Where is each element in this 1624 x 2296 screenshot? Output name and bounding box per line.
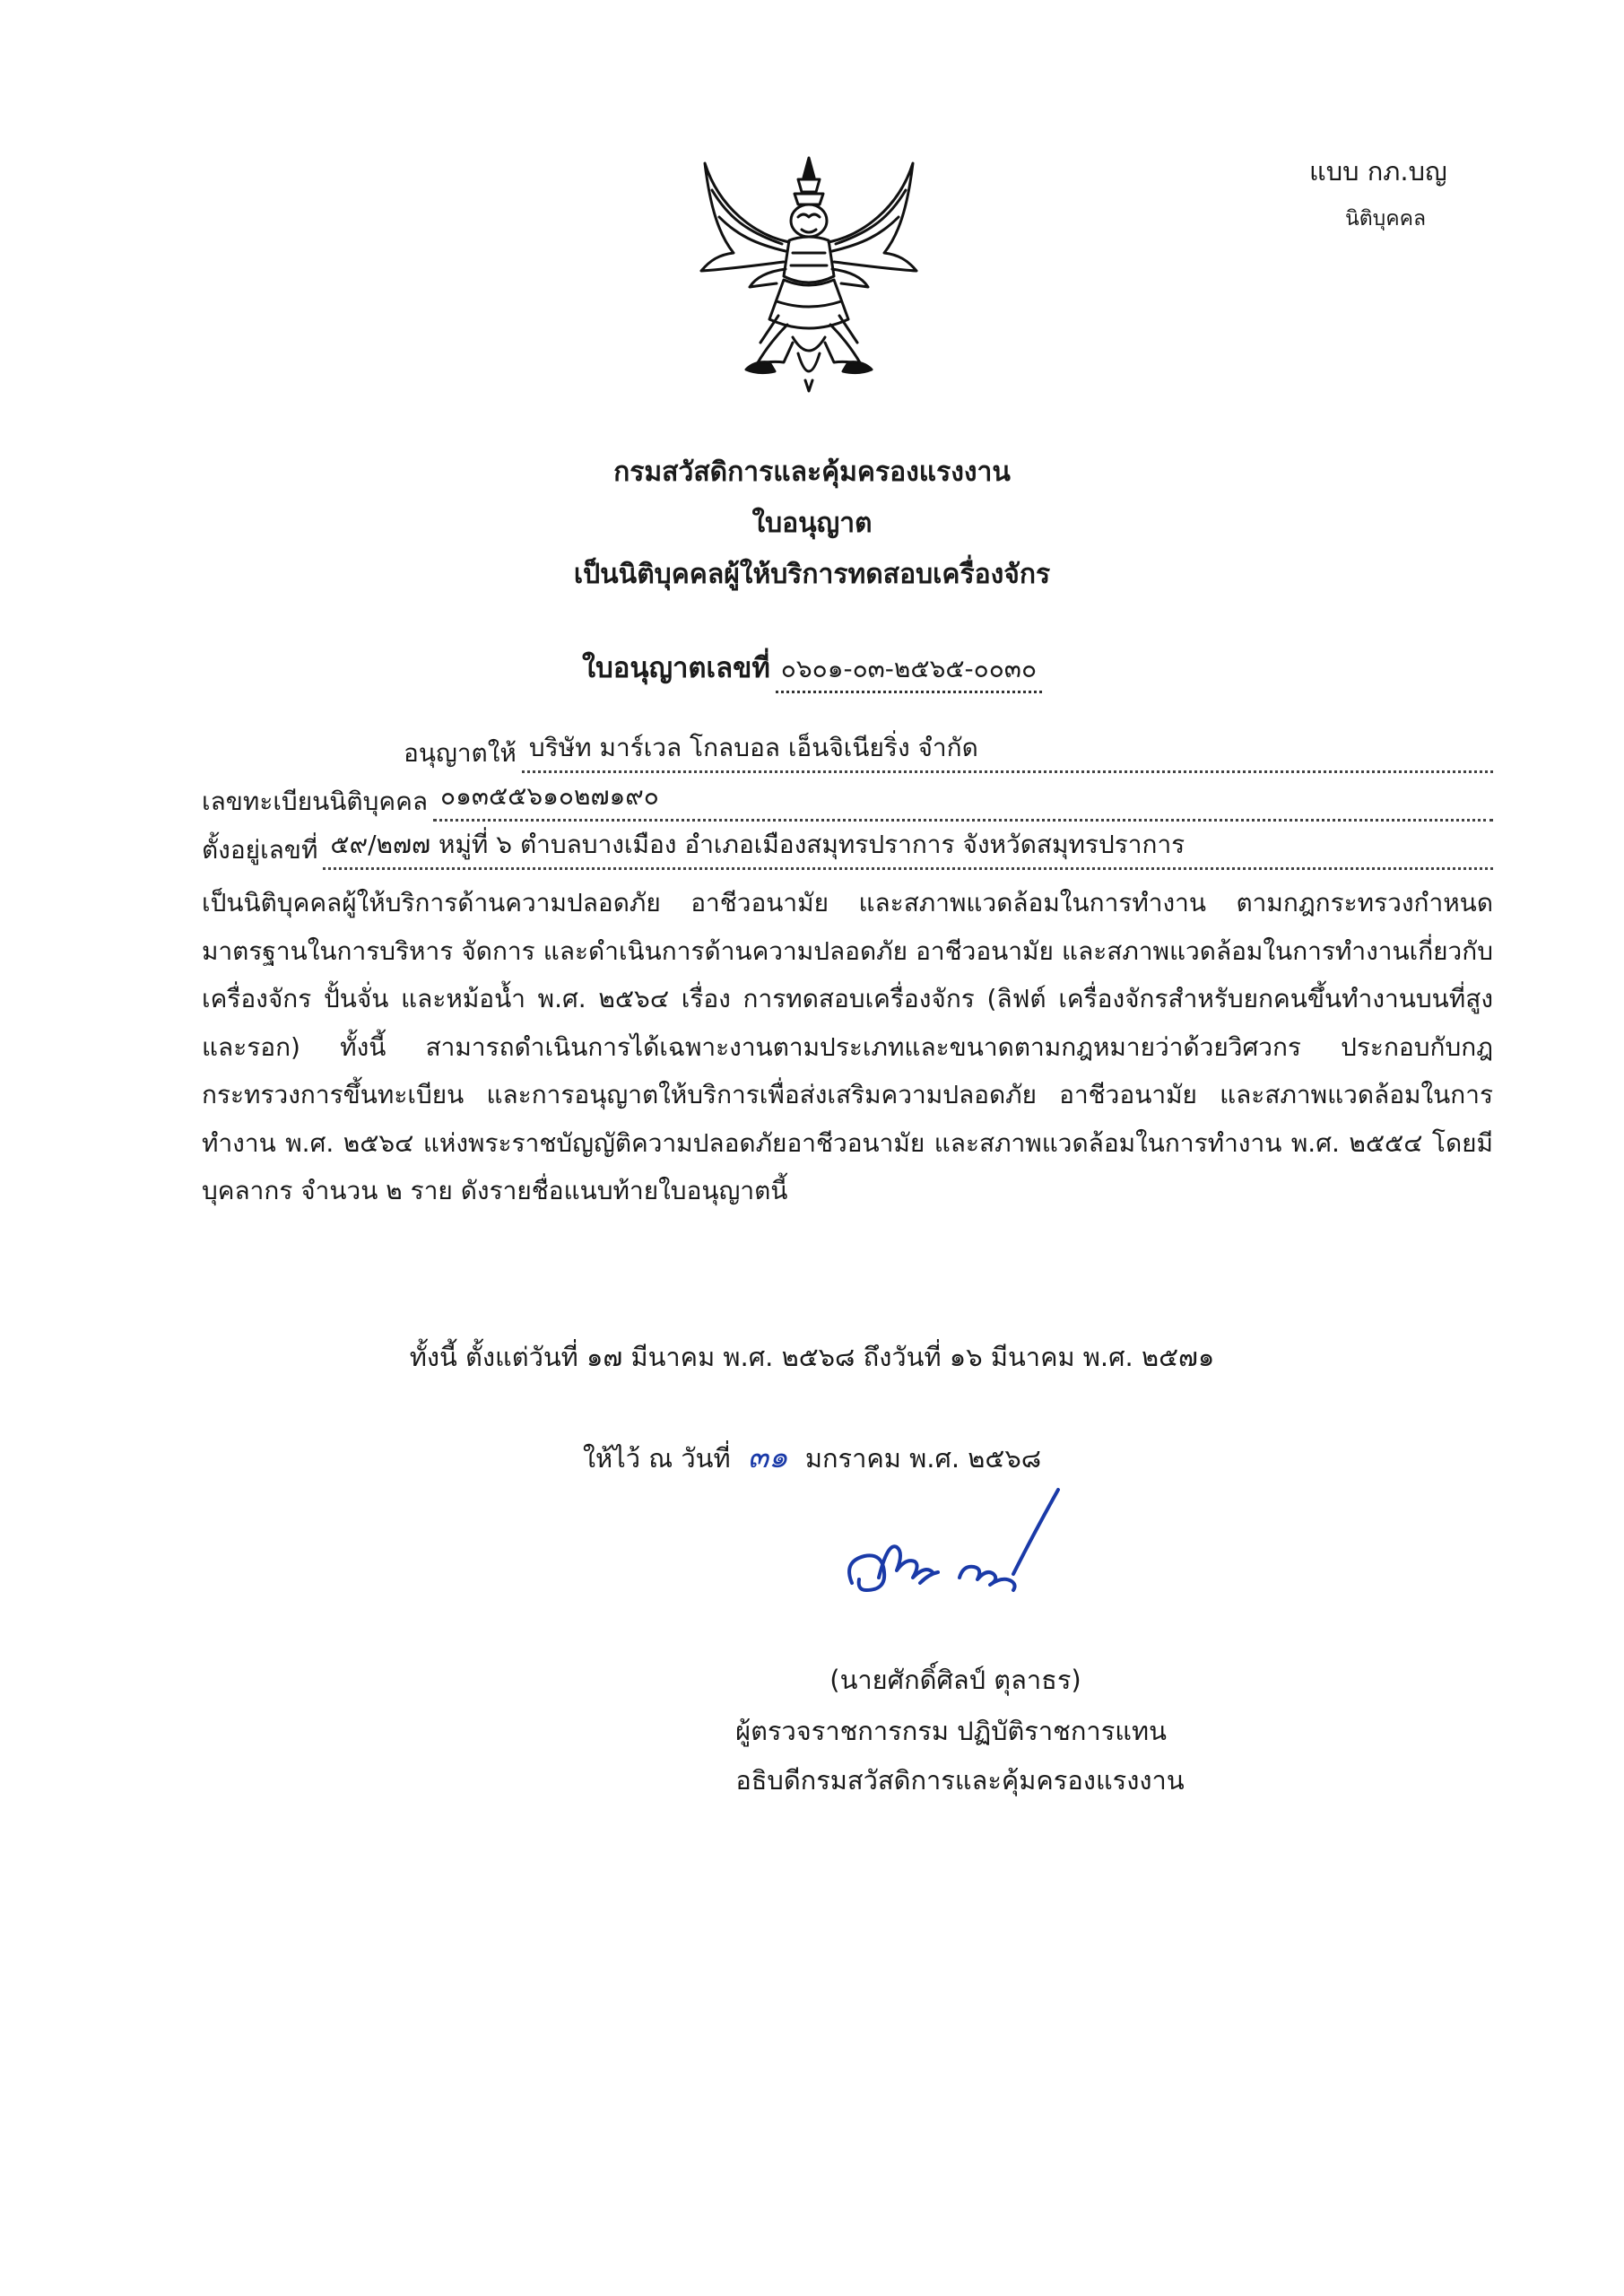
- issue-day: ๓๑: [747, 1439, 788, 1475]
- grantee-value: บริษัท มาร์เวล โกลบอล เอ็นจิเนียริ่ง จำกัด: [522, 728, 1493, 773]
- form-code: แบบ กภ.บญ: [1309, 156, 1447, 187]
- validity-period: ทั้งนี้ ตั้งแต่วันที่ ๑๗ มีนาคม พ.ศ. ๒๕๖๘ ถึงวันที่ ๑๖ มีนาคม พ.ศ. ๒๕๗๑: [409, 1342, 1215, 1372]
- license-number-label: ใบอนุญาตเลขที่: [581, 652, 770, 684]
- issue-date-prefix: ให้ไว้ ณ วันที่: [582, 1443, 731, 1474]
- grantee-field: [404, 728, 1493, 773]
- address-value: ๕๙/๒๗๗ หมู่ที่ ๖ ตำบลบางเมือง อำเภอเมืองสมุทรปราการ จังหวัดสมุทรปราการ: [323, 825, 1493, 870]
- signatory-position-2: อธิบดีกรมสวัสดิการและคุ้มครองแรงงาน: [735, 1765, 1185, 1796]
- registration-field: [202, 777, 1493, 822]
- address-label: ตั้งอยู่เลขที่: [202, 835, 318, 865]
- garuda-emblem-icon: [692, 154, 925, 395]
- document-subtitle: เป็นนิติบุคคลผู้ให้บริการทดสอบเครื่องจักร: [573, 559, 1051, 590]
- grantee-label: อนุญาตให้: [404, 738, 517, 768]
- address-field: [202, 825, 1493, 870]
- department-name: กรมสวัสดิการและคุ้มครองแรงงาน: [613, 457, 1011, 488]
- issue-month-year: มกราคม พ.ศ. ๒๕๖๘: [804, 1443, 1042, 1474]
- license-number: ๐๖๐๑-๐๓-๒๕๖๕-๐๐๓๐: [776, 649, 1042, 693]
- signature-icon: [834, 1484, 1067, 1610]
- license-number-line: [0, 645, 1624, 693]
- signatory-name: (นายศักดิ์ศิลป์ ตุลาธร): [829, 1665, 1081, 1695]
- registration-label: เลขทะเบียนนิติบุคคล: [202, 787, 428, 816]
- signatory-position-1: ผู้ตรวจราชการกรม ปฏิบัติราชการแทน: [735, 1716, 1167, 1746]
- document-title: ใบอนุญาต: [751, 508, 873, 539]
- license-body-text: เป็นนิติบุคคลผู้ให้บริการด้านความปลอดภัย อาชีวอนามัย และสภาพแวดล้อมในการทำงาน ตามกฎกระทรวงกำหนดมาตรฐานในการบริหาร จัดการ และดำเนินการด้านความปลอดภัย อาชีวอนามัย และสภาพแวดล้อมในการทำงานเกี่ยวกับเครื่องจักร ปั้นจั่น และหม้อน้ำ พ.ศ. ๒๕๖๔ เรื่อง การทดสอบเครื่องจักร (ลิฟต์ เครื่องจักรสำหรับยกคนขึ้นทำงานบนที่สูง และรอก) ทั้งนี้ สามารถดำเนินการได้เฉพาะงานตามประเภทและขนาดตามกฎหมายว่าด้วยวิศวกร ประกอบกับกฎกระทรวงการขึ้นทะเบียน และการอนุญาตให้บริการเพื่อส่งเสริมความปลอดภัย อาชีวอนามัย และสภาพแวดล้อมในการทำงาน พ.ศ. ๒๕๖๔ แห่งพระราชบัญญัติความปลอดภัยอาชีวอนามัย และสภาพแวดล้อมในการทำงาน พ.ศ. ๒๕๕๔ โดยมีบุคลากร จำนวน ๒ ราย ดังรายชื่อแนบท้ายใบอนุญาตนี้: [202, 888, 1493, 1205]
- registration-value: ๐๑๓๕๕๖๑๐๒๗๑๙๐: [433, 777, 1493, 822]
- form-type: นิติบุคคล: [1345, 207, 1427, 230]
- issue-date-line: [0, 1432, 1624, 1481]
